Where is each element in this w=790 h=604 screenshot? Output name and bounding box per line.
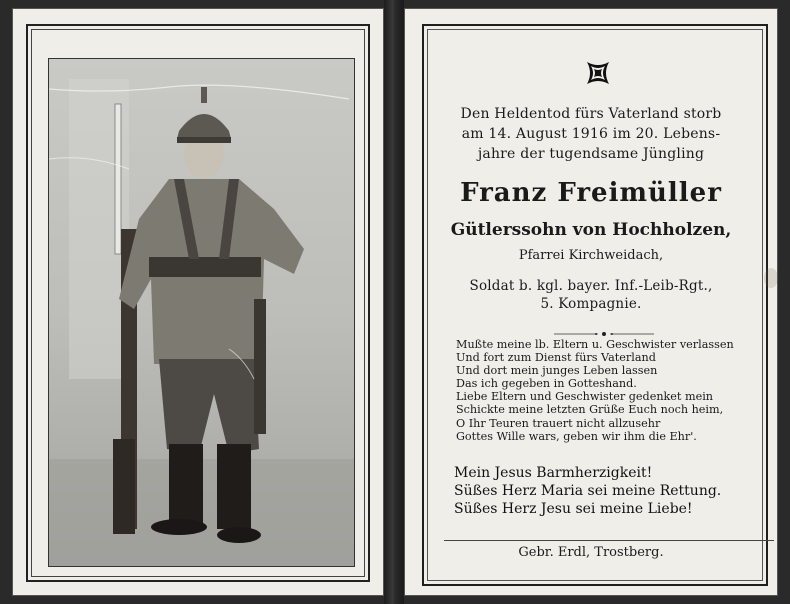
- card-fold: [384, 0, 404, 604]
- printer-credit: Gebr. Erdl, Trostberg.: [518, 545, 664, 560]
- prayer-line: Süßes Herz Jesu sei meine Liebe!: [454, 501, 693, 517]
- heading-block: [404, 104, 778, 164]
- heading-line-3: jahre der tugendsame Jüngling: [477, 146, 705, 162]
- poem-line: Und fort zum Dienst fürs Vaterland: [456, 351, 656, 365]
- poem-line: Liebe Eltern und Geschwister gedenket mein: [456, 390, 713, 404]
- footer-divider: [444, 540, 774, 541]
- rank-line-1: Soldat b. kgl. bayer. Inf.-Leib-Rgt.,: [469, 278, 713, 294]
- ornament-divider: [554, 324, 654, 334]
- prayer-line: Mein Jesus Barmherzigkeit!: [454, 465, 653, 481]
- parish-line: Pfarrei Kirchweidach,: [518, 248, 664, 263]
- poem-line: Und dort mein junges Leben lassen: [456, 364, 658, 378]
- soldier-photograph: [48, 58, 355, 567]
- paper-stain: [764, 268, 778, 288]
- poem-line: Das ich gegeben in Gotteshand.: [456, 377, 637, 391]
- deceased-name: Franz Freimüller: [460, 178, 722, 208]
- poem-line: O Ihr Teuren trauert nicht allzusehr: [456, 416, 661, 430]
- rank-line-2: 5. Kompagnie.: [540, 296, 642, 312]
- heading-line-1: Den Heldentod fürs Vaterland storb: [460, 106, 722, 122]
- poem-line: Gottes Wille wars, geben wir ihm die Ehr'.: [456, 429, 697, 443]
- memorial-text-card: [404, 8, 778, 596]
- deceased-subtitle: Gütlerssohn von Hochholzen,: [450, 220, 732, 240]
- prayer-block: [454, 464, 774, 518]
- memorial-poem: [456, 338, 766, 443]
- poem-line: Mußte meine lb. Eltern u. Geschwister verlassen: [456, 338, 734, 351]
- poem-line: Schickte meine letzten Grüße Euch noch heim,: [456, 403, 724, 417]
- photo-card: [12, 8, 384, 596]
- prayer-line: Süßes Herz Maria sei meine Rettung.: [454, 483, 722, 499]
- heading-line-2: am 14. August 1916 im 20. Lebens-: [461, 126, 721, 142]
- iron-cross-icon: [585, 60, 611, 86]
